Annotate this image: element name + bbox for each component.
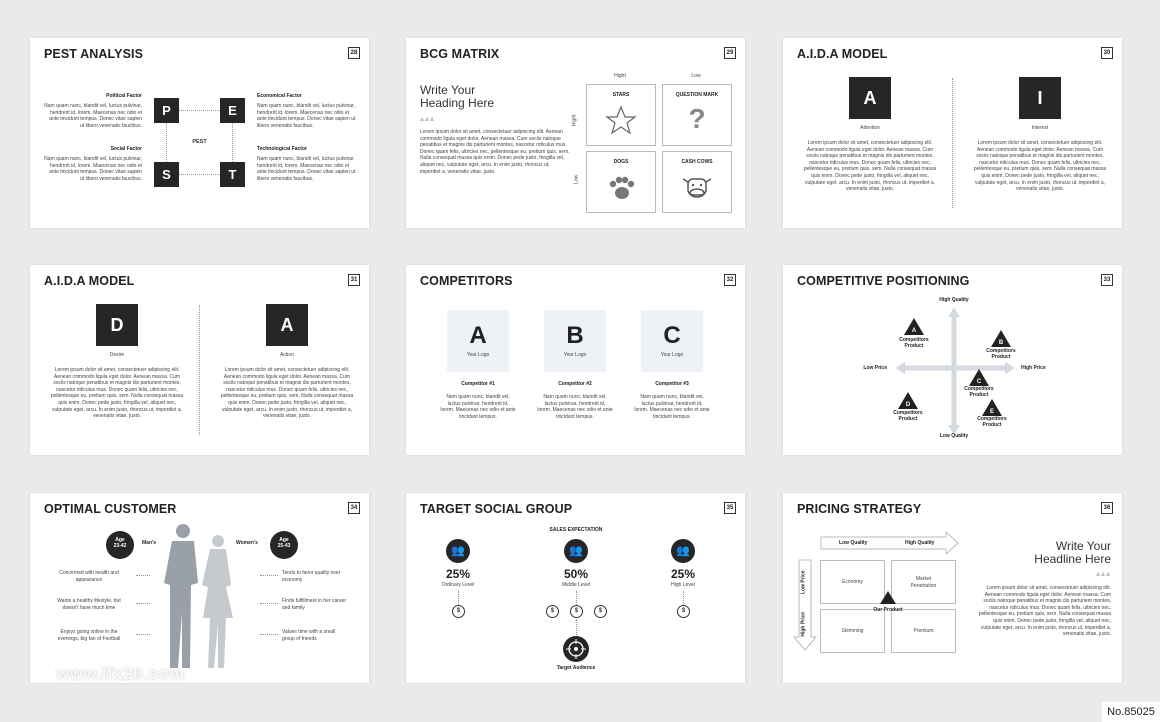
- high-price-label: High Price: [800, 611, 807, 637]
- desire-label: Desire: [109, 352, 125, 358]
- line: Product: [904, 342, 924, 349]
- dollar-icon: $: [677, 605, 690, 618]
- connector-line: [260, 634, 278, 635]
- slide-title: COMPETITIVE POSITIONING: [797, 274, 970, 288]
- side-axis-high: Hight: [571, 114, 578, 127]
- competitor-text-3: Nam quam nunc, blandit vel, luctus pulvinar, hendrerit id, lorem. Maecenas nec odio et ante tincidunt tempus.: [634, 394, 710, 420]
- slide-number: 29: [724, 47, 736, 59]
- age-label: Age: [279, 537, 289, 543]
- connector-line: [136, 575, 150, 576]
- low-quality-label: Low Quality: [839, 540, 868, 546]
- connector-line: [136, 634, 150, 635]
- competitor-e-label: [967, 417, 1017, 428]
- competitor-text-2: Nam quam nunc, blandit vel, luctus pulvinar, hendrerit id, lorem. Maecenas nec odio et ante tincidunt tempus.: [537, 394, 613, 420]
- catalog-number: No.85025: [1102, 702, 1160, 722]
- couple-silhouette-icon: [158, 523, 258, 673]
- top-axis-low: Low: [691, 73, 701, 79]
- high-level-label: High Level: [671, 582, 695, 588]
- political-factor-text: Nam quam nunc, blandit vel, luctus pulvinar, hendrerit id, lorem. Maecenas nec odio et ante tincidunt tempus. Donec vitae sapien ut libero venenatis faucibus.: [44, 103, 142, 129]
- women-age-badge: [270, 531, 298, 559]
- triangle-marker-b: [991, 330, 1011, 348]
- cell-label: CASH COWS: [681, 159, 713, 165]
- line: Concerned with health and: [59, 570, 119, 576]
- question-mark-icon: ?: [688, 103, 706, 134]
- women-trait-3: [282, 629, 366, 642]
- slide-competitive-positioning[interactable]: [783, 265, 1122, 455]
- desire-text: Lorem ipsum dolor sit amet, consectetuer adipiscing elit. Aenean commodo ligula eget dolor. Aenean massa. Cum sociis natoque penatibus et magnis dis parturient montes, nascetur ridiculus mus. Donec quam felis, ultricies nec, pellentesque eu, pretium quis, sem. Nulla consequat massa quis enim. Donec pede justo, fringilla vel, aliquet nec, vulputate eget, arcu. In enim justo, rhoncus ut, imperdiet a, venenatis vitae, justo.: [50, 367, 184, 420]
- slide-title: BCG MATRIX: [420, 47, 500, 61]
- quadrant-label: [892, 576, 955, 589]
- competitor-a-label: [889, 338, 939, 349]
- connector-line: [260, 603, 278, 604]
- line: group of friends: [282, 635, 317, 642]
- women-trait-2: [282, 598, 366, 611]
- letter-e: E: [220, 98, 245, 123]
- competitor-name-2: Competitor #2: [558, 381, 592, 387]
- slide-aida-30[interactable]: [783, 38, 1122, 228]
- side-axis-low: Low: [573, 174, 580, 184]
- slide-bcg-matrix[interactable]: [406, 38, 745, 228]
- line: Penetration: [910, 582, 937, 589]
- headline-line-2: Headline Here: [1034, 552, 1111, 566]
- divider: [952, 78, 953, 208]
- line: Product: [982, 421, 1002, 428]
- letter-a: A: [266, 304, 308, 346]
- cell-cash-cows: [662, 151, 732, 213]
- crosshair-icon: [563, 636, 589, 662]
- quadrant-premium: [891, 609, 956, 653]
- connector-line: [576, 591, 577, 605]
- action-text: Lorem ipsum dolor sit amet, consectetuer adipiscing elit. Aenean commodo ligula eget dolor. Aenean massa. Cum sociis natoque penatibus et magnis dis parturient montes, nascetur ridiculus mus. Donec quam felis, ultricies nec, pellentesque eu, pretium quis, sem. Nulla consequat massa quis enim. Donec pede justo, fringilla vel, aliquet nec, vulputate eget, arcu. In enim justo, rhoncus ut, imperdiet a, venenatis vitae, justo.: [220, 367, 354, 420]
- quadrant-label: Premium: [913, 628, 934, 634]
- heading-line-1: Write Your: [420, 83, 476, 97]
- connector-line: [179, 110, 220, 111]
- cell-stars: [586, 84, 656, 146]
- low-price-label: Low Price: [863, 365, 887, 371]
- body-text: Lorem ipsum dolor sit amet, consectetuer adipiscing elit. Aenean commodo ligula eget dolor. Aenean massa. Cum sociis natoque penatibus et magnis dis parturient montes, nascetur ridiculus mus. Donec quam felis, ultricies nec, pellentesque eu, pretium quis, sem. Nulla consequat massa quis enim. Donec pede justo, fringilla vel, aliquet nec, vulputate eget, arcu. In enim justo, rhoncus ut, imperdiet a, venenatis vitae, justo.: [420, 129, 570, 175]
- low-price-label: Low Price: [800, 570, 807, 595]
- slide-title: COMPETITORS: [420, 274, 513, 288]
- target-audience-label: Target Audience: [556, 665, 596, 671]
- heading-line-2: Heading Here: [420, 96, 495, 110]
- technological-factor-text: Nam quam nunc, blandit vel, luctus pulvinar, hendrerit id, lorem. Maecenas nec odio et ante tincidunt tempus. Donec vitae sapien ut libero venenatis faucibus.: [257, 156, 356, 182]
- social-factor-label: Social Factor: [110, 146, 142, 152]
- competitor-logo-1: [447, 310, 509, 372]
- pest-center-label: PEST: [192, 139, 207, 145]
- men-age-badge: [106, 531, 134, 559]
- line: and family: [282, 604, 305, 611]
- economical-factor-label: Economical Factor: [257, 93, 302, 99]
- line: doesn't have much time: [62, 604, 116, 611]
- men-trait-1: [44, 570, 134, 583]
- women-label: Women's: [236, 540, 258, 546]
- slide-target-social-group[interactable]: [406, 493, 745, 683]
- letter-a: A: [849, 77, 891, 119]
- women-trait-1: [282, 570, 366, 583]
- line: Product: [991, 353, 1011, 360]
- group-icon: 👥: [446, 539, 470, 563]
- our-product-label: Our Product: [873, 607, 903, 613]
- line: Competitors: [893, 410, 923, 416]
- middle-percent: 50%: [563, 567, 589, 581]
- high-quality-label: High Quality: [939, 297, 969, 303]
- quadrant-label: Economy: [842, 579, 863, 585]
- political-factor-label: Political Factor: [106, 93, 142, 99]
- competitor-name-1: Competitor #1: [461, 381, 495, 387]
- letter-d: D: [96, 304, 138, 346]
- slide-number: 28: [348, 47, 360, 59]
- dollar-icon: $: [594, 605, 607, 618]
- connector-line: [260, 575, 278, 576]
- line: Finds fulfillment in her career: [282, 598, 347, 604]
- triangle-marker-c: [969, 369, 989, 387]
- connector-line: [576, 619, 577, 635]
- line: Product: [898, 415, 918, 422]
- men-age: 23-42: [113, 543, 127, 549]
- triangle-marker-e: [982, 399, 1002, 417]
- cell-question-mark: [662, 84, 732, 146]
- attention-label: Attention: [860, 125, 880, 131]
- cell-label: DOGS: [613, 159, 629, 165]
- letter-i: I: [1019, 77, 1061, 119]
- slide-title: OPTIMAL CUSTOMER: [44, 502, 177, 516]
- attention-text: Lorem ipsum dolor sit amet, consectetuer adipiscing elit. Aenean commodo ligula eget dolor. Aenean massa. Cum sociis natoque penatibus et magnis dis parturient montes, nascetur ridiculus mus. Donec quam felis, ultricies nec, pellentesque eu, pretium quis, sem. Nulla consequat massa quis enim. Donec pede justo, fringilla vel, aliquet nec, vulputate eget, arcu. In enim justo, rhoncus ut, imperdiet a, venenatis vitae, justo.: [803, 140, 937, 193]
- competitor-b-label: [976, 349, 1026, 360]
- target-icon: [563, 636, 589, 662]
- slide-aida-31[interactable]: [30, 265, 369, 455]
- slide-optimal-customer[interactable]: [30, 493, 369, 683]
- quadrant-label: Skimming: [841, 628, 864, 634]
- ordinary-level-label: Ordinary Level: [441, 582, 475, 588]
- slide-pricing-strategy[interactable]: [783, 493, 1122, 683]
- headline-dots: ▴▴▴: [1095, 569, 1111, 578]
- low-quality-label: Low Quality: [939, 433, 969, 439]
- technological-factor-label: Technological Factor: [257, 146, 307, 152]
- letter-p: P: [154, 98, 179, 123]
- dollar-icon: $: [570, 605, 583, 618]
- line: Enjoys going online in the: [60, 629, 118, 635]
- slide-number: 32: [724, 274, 736, 286]
- quadrant-market-penetration: [891, 560, 956, 604]
- high-quality-label: High Quality: [905, 540, 935, 546]
- competitor-logo-3: [641, 310, 703, 372]
- headline-line-1: Write Your: [1055, 539, 1111, 553]
- quadrant-economy: [820, 560, 885, 604]
- line: Values time with a small: [282, 629, 336, 635]
- slide-pest-analysis[interactable]: [30, 38, 369, 228]
- slide-number: 30: [1101, 47, 1113, 59]
- competitor-c-label: [954, 387, 1004, 398]
- economical-factor-text: Nam quam nunc, blandit vel, luctus pulvinar, hendrerit id, lorem. Maecenas nec odio et ante tincidunt tempus. Donec vitae sapien ut libero venenatis faucibus.: [257, 103, 356, 129]
- age-label: Age: [115, 537, 125, 543]
- cell-dogs: [586, 151, 656, 213]
- marker-letter: E: [989, 409, 995, 415]
- logo-letter: A: [469, 322, 487, 349]
- competitor-logo-2: [544, 310, 606, 372]
- slide-title: A.I.D.A MODEL: [797, 47, 888, 61]
- women-age: 25-43: [277, 543, 291, 549]
- dollar-icon: $: [546, 605, 559, 618]
- interest-label: Interest: [1031, 125, 1049, 131]
- heading-dots: ▴▴▴: [420, 114, 436, 123]
- line: Market: [915, 576, 932, 582]
- watermark: www.lfx20.com: [56, 664, 185, 683]
- letter-t: T: [220, 162, 245, 187]
- marker-letter: A: [911, 328, 917, 334]
- slide-competitors[interactable]: [406, 265, 745, 455]
- connector-line: [136, 603, 150, 604]
- competitor-d-label: [883, 411, 933, 422]
- men-label: Man's: [142, 540, 156, 546]
- slide-number: 34: [348, 502, 360, 514]
- social-factor-text: Nam quam nunc, blandit vel, luctus pulvinar, hendrerit id, lorem. Maecenas nec odio et ante tincidunt tempus. Donec vitae sapien ut libero venenatis faucibus.: [44, 156, 142, 182]
- dollar-icon: $: [452, 605, 465, 618]
- cell-label: STARS: [612, 92, 630, 98]
- line: Competitors: [986, 348, 1016, 354]
- connector-line: [179, 174, 220, 175]
- cow-icon: [680, 173, 714, 201]
- interest-text: Lorem ipsum dolor sit amet, consectetuer adipiscing elit. Aenean commodo ligula eget dolor. Aenean massa. Cum sociis natoque penatibus et magnis dis parturient montes, nascetur ridiculus mus. Donec quam felis, ultricies nec, pellentesque eu, pretium quis, sem. Nulla consequat massa quis enim. Donec pede justo, fringilla vel, aliquet nec, vulputate eget, arcu. In enim justo, rhoncus ut, imperdiet a, venenatis vitae, justo.: [973, 140, 1107, 193]
- divider: [199, 305, 200, 435]
- marker-letter: B: [998, 340, 1004, 346]
- competitor-text-1: Nam quam nunc, blandit vel, luctus pulvinar, hendrerit id, lorem. Maecenas nec odio et ante tincidunt tempus.: [440, 394, 516, 420]
- line: Competitors: [899, 337, 929, 343]
- paw-icon: [606, 176, 636, 202]
- triangle-marker-d: [898, 392, 918, 410]
- logo-letter: C: [663, 322, 681, 349]
- connector-line: [166, 123, 167, 162]
- top-axis-high: Hight: [614, 73, 626, 79]
- connector-line: [458, 591, 459, 605]
- letter-s: S: [154, 162, 179, 187]
- slide-title: PRICING STRATEGY: [797, 502, 922, 516]
- positioning-axes: [783, 265, 1122, 455]
- triangle-marker-a: [904, 318, 924, 336]
- men-trait-3: [44, 629, 134, 642]
- middle-level-label: Middle Level: [561, 582, 591, 588]
- slide-title: TARGET SOCIAL GROUP: [420, 502, 573, 516]
- slide-number: 36: [1101, 502, 1113, 514]
- line: evenings, big fan of Football: [57, 635, 121, 642]
- marker-letter: D: [905, 402, 911, 408]
- marker-letter: C: [976, 379, 982, 385]
- line: Competitors: [977, 416, 1007, 422]
- slide-number: 33: [1101, 274, 1113, 286]
- line: Competitors: [964, 386, 994, 392]
- line: economy: [282, 576, 303, 583]
- ordinary-percent: 25%: [445, 567, 471, 581]
- group-icon: 👥: [564, 539, 588, 563]
- cell-label: QUESTION MARK: [675, 92, 719, 98]
- connector-line: [683, 591, 684, 605]
- slide-title: PEST ANALYSIS: [44, 47, 144, 61]
- quadrant-skimming: [820, 609, 885, 653]
- group-icon: 👥: [671, 539, 695, 563]
- line: Tends to favor quality over: [282, 570, 341, 576]
- slide-number: 31: [348, 274, 360, 286]
- body-text: Lorem ipsum dolor sit amet, consectetuer adipiscing elit. Aenean commodo ligula eget dolor. Aenean massa. Cum sociis natoque penatibus et magnis dis parturient montes, nascetur ridiculus mus. Donec quam felis, ultricies nec, pellentesque eu, pretium quis, sem. Nulla consequat massa quis enim. Donec pede justo, fringilla vel, aliquet nec, vulputate eget, arcu. In enim justo, rhoncus ut, imperdiet a, venenatis vitae, justo.: [978, 585, 1111, 638]
- connector-line: [232, 123, 233, 162]
- logo-caption: Your Logo: [660, 352, 684, 358]
- star-icon: [606, 106, 636, 134]
- line: appearance: [75, 576, 103, 583]
- sales-expectation-label: SALES EXPECTATION: [549, 527, 603, 533]
- logo-caption: Your Logo: [563, 352, 587, 358]
- line: Product: [969, 391, 989, 398]
- logo-letter: B: [566, 322, 584, 349]
- action-label: Action: [280, 352, 294, 358]
- high-price-label: High Price: [1021, 365, 1046, 371]
- slide-title: A.I.D.A MODEL: [44, 274, 135, 288]
- men-trait-2: [44, 598, 134, 611]
- slide-number: 35: [724, 502, 736, 514]
- high-percent: 25%: [670, 567, 696, 581]
- line: Wants a healthy lifestyle, but: [57, 598, 121, 604]
- our-product-marker: [880, 591, 896, 605]
- competitor-name-3: Competitor #3: [655, 381, 689, 387]
- logo-caption: Your Logo: [466, 352, 490, 358]
